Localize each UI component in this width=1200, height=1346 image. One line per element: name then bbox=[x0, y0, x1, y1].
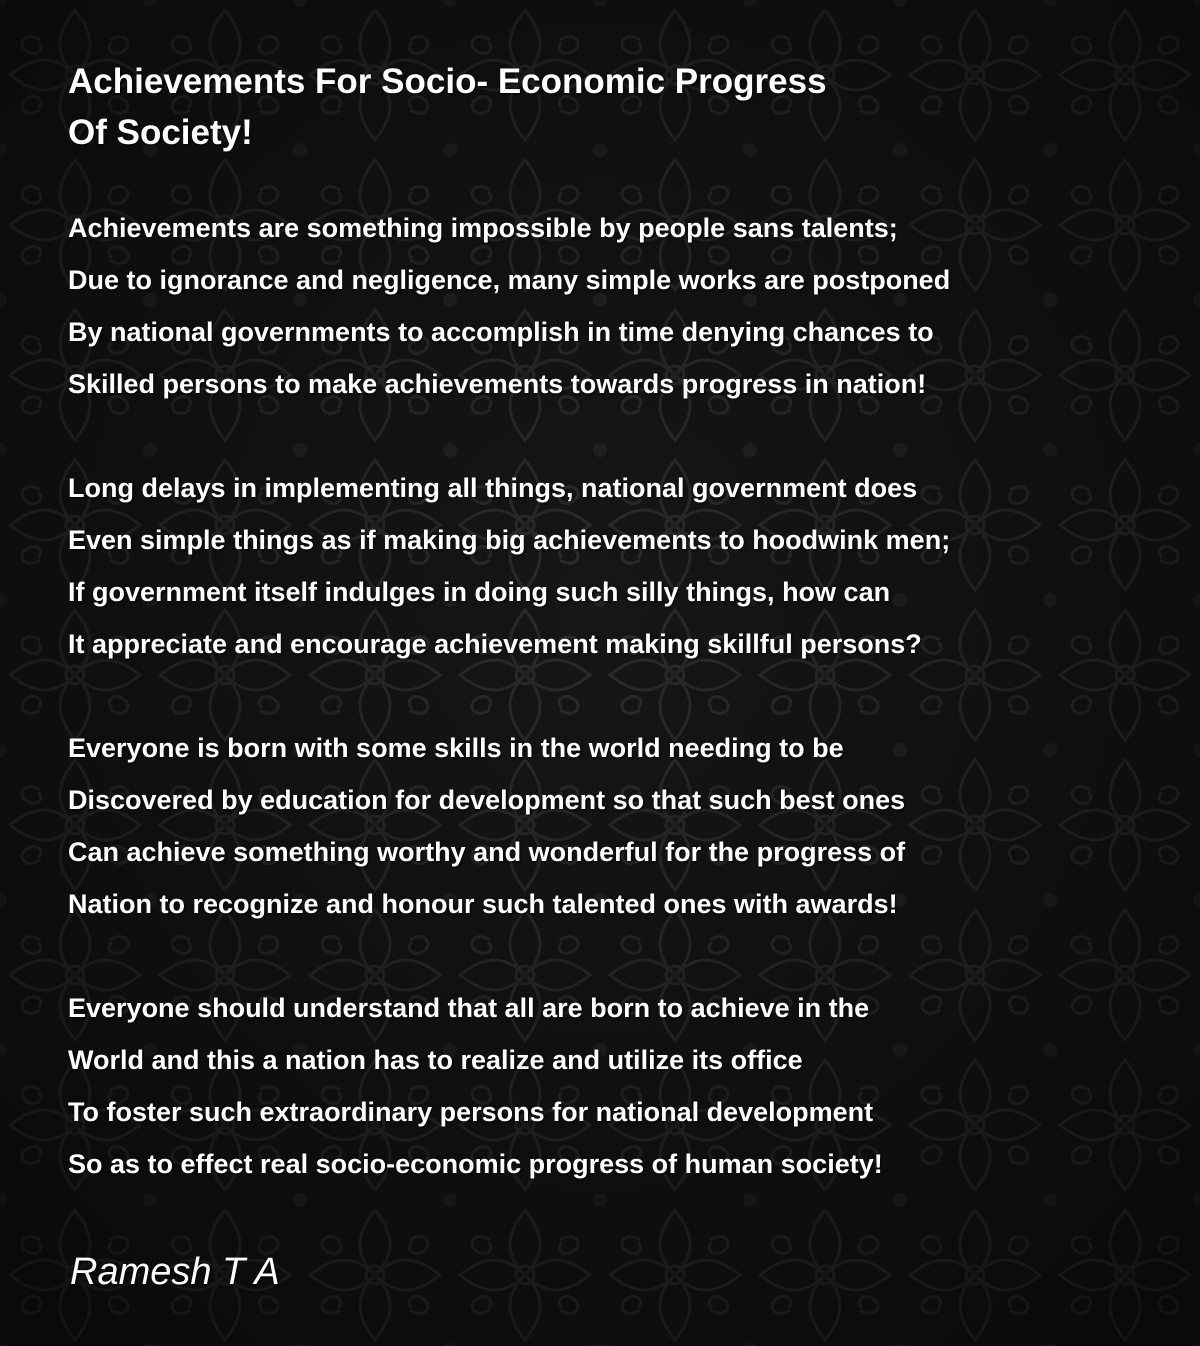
poem-line: Skilled persons to make achievements towards progress in nation! bbox=[68, 369, 927, 399]
poem-body bbox=[68, 202, 1178, 1242]
poem-line: Achievements are something impossible by people sans talents; bbox=[68, 213, 898, 243]
poem-title-line: Of Society! bbox=[68, 113, 253, 152]
poem-line: By national governments to accomplish in time denying chances to bbox=[68, 317, 934, 347]
poem-line: If government itself indulges in doing such silly things, how can bbox=[68, 577, 891, 607]
poem-line: Long delays in implementing all things, national government does bbox=[68, 473, 918, 503]
poem-line: To foster such extraordinary persons for national development bbox=[68, 1097, 874, 1127]
poem-line: Can achieve something worthy and wonderful for the progress of bbox=[68, 837, 906, 867]
poem-line: Everyone is born with some skills in the world needing to be bbox=[68, 733, 844, 763]
poem-line: So as to effect real socio-economic progress of human society! bbox=[68, 1149, 883, 1179]
stanza bbox=[68, 722, 1178, 930]
poem-line: Nation to recognize and honour such talented ones with awards! bbox=[68, 889, 898, 919]
poem-line: World and this a nation has to realize and utilize its office bbox=[68, 1045, 803, 1075]
poem-line: Even simple things as if making big achievements to hoodwink men; bbox=[68, 525, 951, 555]
stanza bbox=[68, 462, 1178, 670]
poem-line: It appreciate and encourage achievement making skillful persons? bbox=[68, 629, 922, 659]
poem-title-line: Achievements For Socio- Economic Progress bbox=[68, 62, 827, 101]
stanza bbox=[68, 202, 1178, 410]
stanza bbox=[68, 982, 1178, 1190]
poem-title bbox=[68, 56, 1148, 158]
poem-author: Ramesh T A bbox=[70, 1251, 280, 1293]
poem-line: Everyone should understand that all are born to achieve in the bbox=[68, 993, 870, 1023]
poem-line: Discovered by education for development so that such best ones bbox=[68, 785, 906, 815]
poem-line: Due to ignorance and negligence, many simple works are postponed bbox=[68, 265, 951, 295]
